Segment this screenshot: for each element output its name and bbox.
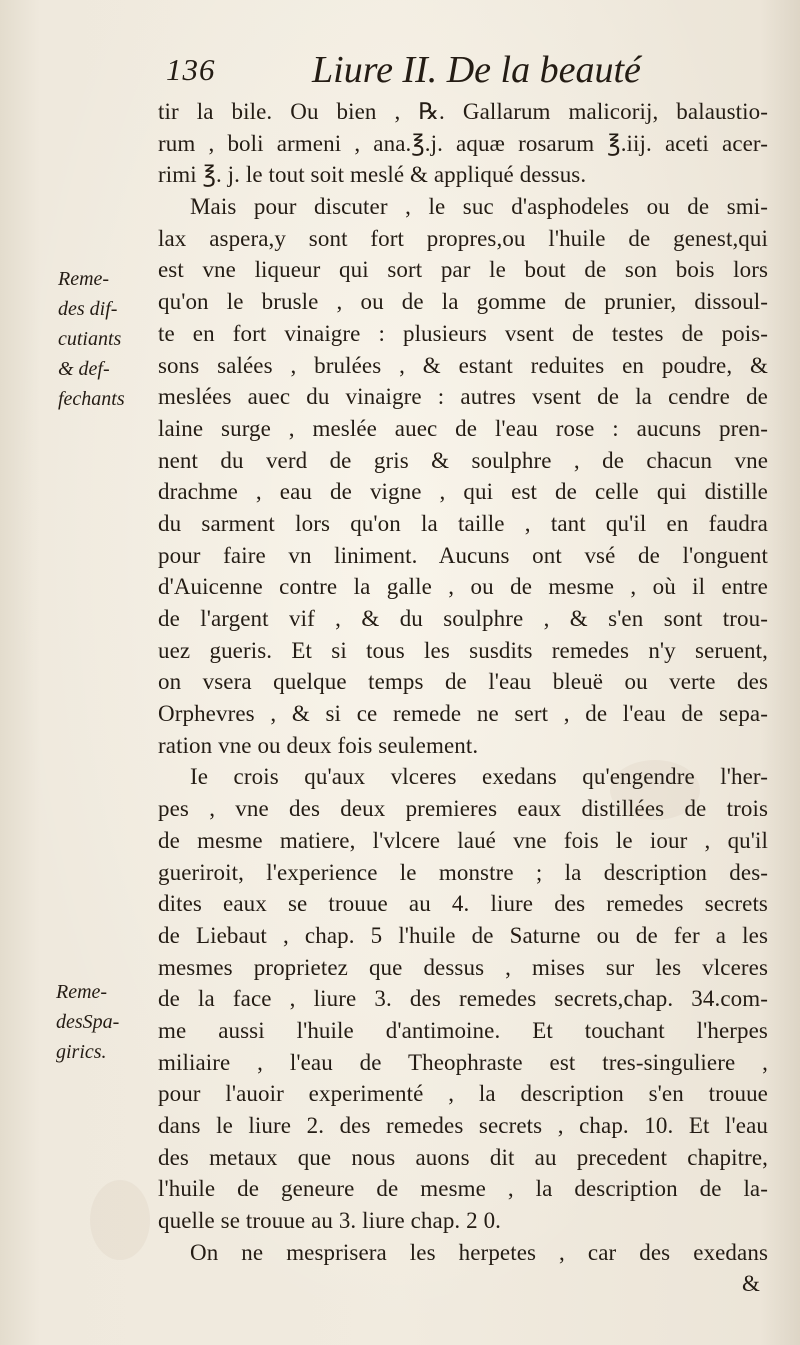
text-line: d'Auicenne contre la galle , ou de mesme , où il entre <box>158 574 768 600</box>
text-line: sons salées , brulées , & estant reduites en poudre, & <box>158 352 768 378</box>
running-head: Liure II. De la beauté <box>312 49 641 91</box>
text-line: dites eaux se trouue au 4. liure des remedes secrets <box>158 891 768 917</box>
text-line: Orphevres , & si ce remede ne sert , de l'eau de sepa- <box>158 701 768 727</box>
margin-note: Reme- des dif- cutiants & def- fechants <box>58 268 125 410</box>
text-line: rimi ℥. j. le tout soit meslé & appliqué dessus. <box>158 162 587 188</box>
margin-notes <box>56 0 160 1345</box>
text-line: des metaux que nous auons dit au precedent chapitre, <box>158 1144 768 1170</box>
text-line: meslées auec du vinaigre : autres vsent de la cendre de <box>158 384 768 410</box>
text-line: quelle se trouue au 3. liure chap. 2 0. <box>158 1208 502 1234</box>
text-line: pour l'auoir experimenté , la description s'en trouue <box>158 1081 768 1107</box>
text-line: on vsera quelque temps de l'eau bleuë ou verte des <box>158 669 768 695</box>
text-line: dans le liure 2. des remedes secrets , chap. 10. Et l'eau <box>158 1113 768 1138</box>
text-line: te en fort vinaigre : plusieurs vsent de testes de pois- <box>158 320 768 346</box>
text-line: du sarment lors qu'on la taille , tant qu'il en faudra <box>158 510 768 536</box>
text-line: miliaire , l'eau de Theophraste est tres-singuliere , <box>158 1049 768 1075</box>
text-line: de l'argent vif , & du soulphre , & s'en sont trou- <box>158 606 768 631</box>
text-line: gueriroit, l'experience le monstre ; la description des- <box>158 859 768 885</box>
text-line: mesmes proprietez que dessus , mises sur les vlceres <box>158 954 768 980</box>
text-line: est vne liqueur qui sort par le bout de son bois lors <box>158 257 768 283</box>
text-line: pour faire vn liniment. Aucuns ont vsé de l'onguent <box>158 542 768 568</box>
text-line: lax aspera,y sont fort propres,ou l'huile de genest,qui <box>158 225 768 251</box>
body-text <box>158 96 768 1300</box>
text-line: ration vne ou deux fois seulement. <box>158 732 479 758</box>
text-line: nent du verd de gris & soulphre , de chacun vne <box>158 447 768 473</box>
text-line: laine surge , meslée auec de l'eau rose : aucuns pren- <box>158 415 768 441</box>
text-line: me aussi l'huile d'antimoine. Et touchant l'herpes <box>158 1017 768 1043</box>
text-line: Ie crois qu'aux vlceres exedans qu'engendre l'her- <box>190 764 768 790</box>
text-line: l'huile de geneure de mesme , la description de la- <box>158 1176 768 1202</box>
text-line: rum , boli armeni , ana.℥.j. aquæ rosarum ℥.iij. aceti acer- <box>158 130 768 156</box>
text-line: On ne mesprisera les herpetes , car des exedans <box>190 1239 768 1265</box>
catchword: & <box>742 1271 760 1297</box>
text-line: Mais pour discuter , le suc d'asphodeles ou de smi- <box>190 194 768 220</box>
text-line: uez gueris. Et si tous les susdits remedes n'y seruent, <box>158 637 768 663</box>
text-line: drachme , eau de vigne , qui est de celle qui distille <box>158 479 768 505</box>
text-line: de la face , liure 3. des remedes secrets,chap. 34.com- <box>158 986 768 1012</box>
page-number: 136 <box>166 52 216 87</box>
text-line: de Liebaut , chap. 5 l'huile de Saturne ou de fer a les <box>158 922 768 948</box>
text-line: de mesme matiere, l'vlcere laué vne fois le iour , qu'il <box>158 827 768 853</box>
text-line: tir la bile. Ou bien , ℞. Gallarum malicorij, balaustio- <box>158 99 768 124</box>
text-line: pes , vne des deux premieres eaux distillées de trois <box>158 796 768 822</box>
text-line: qu'on le brusle , ou de la gomme de prunier, dissoul- <box>158 289 768 315</box>
margin-note: Reme- desSpa- girics. <box>56 981 120 1063</box>
